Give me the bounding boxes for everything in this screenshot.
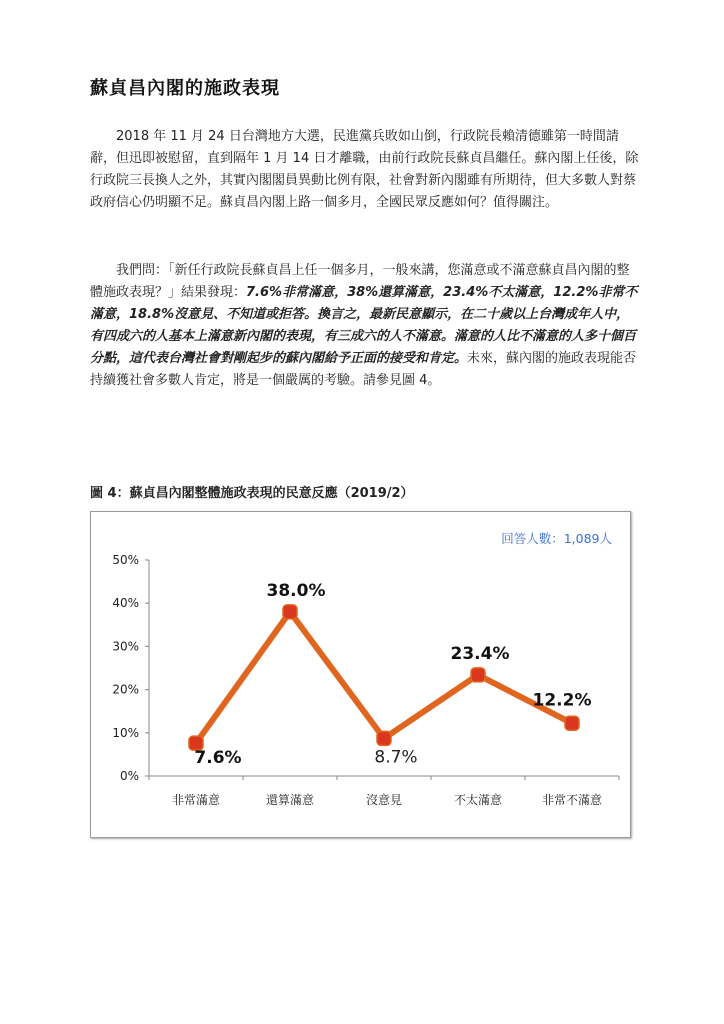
- x-tick-label: 非常不滿意: [541, 793, 603, 807]
- x-tick-label: 沒意見: [365, 793, 403, 807]
- findings-paragraph: [90, 260, 640, 392]
- x-tick-label: 還算滿意: [265, 793, 315, 807]
- intro-paragraph: 2018 年 11 月 24 日台灣地方大選，民進黨兵敗如山倒，行政院長賴清德雖第一時間請辭，但迅即被慰留，直到隔年 1 月 14 日才離職，由前行政院長蘇貞昌繼任。蘇內閣上任後，除行政院三長換人之外，其實內閣閣員異動比例有限，社會對新內閣雖有所期待，但大多數人對蔡政府信心仍明顯不足。蘇貞昌內閣上路一個多月，全國民眾反應如何？值得關注。: [90, 129, 639, 210]
- data-label: 23.4%: [450, 643, 510, 664]
- y-tick-label: 10%: [112, 725, 139, 740]
- y-tick-label: 40%: [112, 596, 139, 611]
- chart-frame: [90, 511, 631, 838]
- data-point: [377, 731, 391, 745]
- series-line: [196, 612, 572, 743]
- y-tick-label: 0%: [119, 769, 139, 783]
- y-tick-label: 50%: [112, 553, 139, 567]
- data-label: 38.0%: [266, 580, 326, 601]
- data-label: 8.7%: [374, 747, 418, 768]
- y-tick-label: 30%: [112, 639, 139, 654]
- data-point: [565, 716, 579, 730]
- x-tick-label: 非常滿意: [171, 793, 221, 807]
- question-text: 我們問：「新任行政院長蘇貞昌上任一個多月，一般來講，您滿意或不滿意蘇貞昌內閣的整體施政表現？」結果發現：: [90, 263, 630, 300]
- y-tick-label: 20%: [112, 682, 139, 697]
- outlook-text: 未來，蘇內閣的施政表現能否持續獲社會多數人肯定，將是一個嚴厲的考驗。請參見圖 4。: [90, 351, 637, 388]
- document-title: 蘇貞昌內閣的施政表現: [90, 78, 280, 99]
- data-label: 12.2%: [532, 690, 592, 711]
- findings-text: 7.6%非常滿意，38%還算滿意，23.4%不太滿意，12.2%非常不滿意，18.8%沒意見、不知道或拒答。換言之，最新民意顯示，在二十歲以上台灣成年人中，有四成六的人基本上滿意新內閣的表現，有三成六的人不滿意。滿意的人比不滿意的人多十個百分點，這代表台灣社會對剛起步的蘇內閣給予正面的接受和肯定。: [90, 285, 638, 366]
- data-point: [283, 605, 297, 619]
- data-point: [471, 668, 485, 682]
- x-tick-label: 不太滿意: [453, 793, 503, 807]
- figure-caption: 圖 4：蘇貞昌內閣整體施政表現的民意反應（2019/2）: [90, 486, 414, 501]
- line-chart: [91, 512, 632, 839]
- respondent-count: 回答人數：1,089人: [501, 531, 612, 546]
- data-label: 7.6%: [194, 748, 242, 769]
